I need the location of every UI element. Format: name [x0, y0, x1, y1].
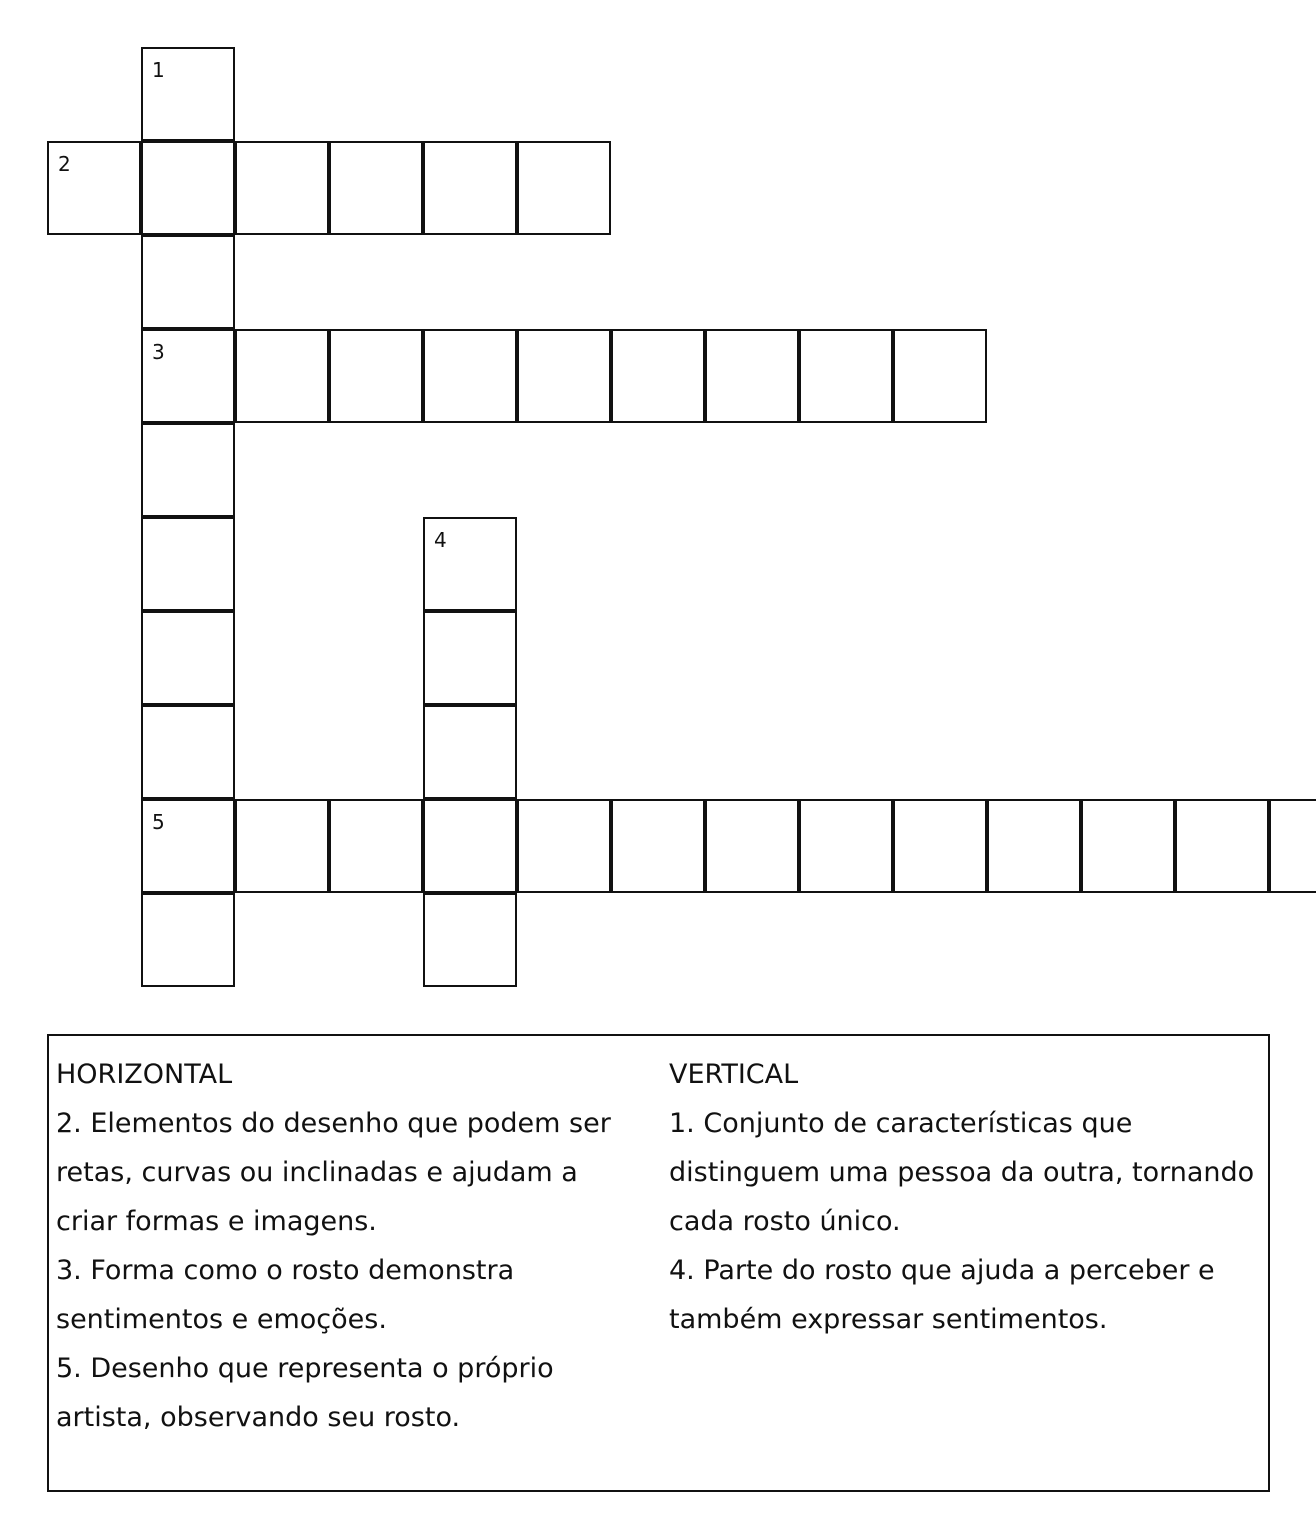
vertical-heading: VERTICAL — [669, 1059, 799, 1090]
crossword-cell[interactable] — [141, 423, 235, 517]
crossword-cell[interactable] — [423, 799, 517, 893]
clue-vertical-4: 4. Parte do rosto que ajuda a perceber e também expressar sentimentos. — [669, 1255, 1215, 1335]
crossword-cell[interactable] — [235, 329, 329, 423]
clue-number: 4 — [434, 528, 447, 552]
crossword-cell[interactable] — [893, 799, 987, 893]
crossword-cell[interactable] — [987, 799, 1081, 893]
crossword-cell[interactable] — [423, 141, 517, 235]
crossword-cell[interactable] — [705, 799, 799, 893]
vertical-clues — [669, 1050, 1259, 1344]
clue-number: 3 — [152, 340, 165, 364]
crossword-cell[interactable] — [799, 799, 893, 893]
crossword-cell[interactable] — [47, 141, 141, 235]
clue-horizontal-5: 5. Desenho que representa o próprio artista, observando seu rosto. — [56, 1353, 554, 1433]
crossword-cell[interactable] — [893, 329, 987, 423]
clue-horizontal-3: 3. Forma como o rosto demonstra sentimentos e emoções. — [56, 1255, 515, 1335]
crossword-cell[interactable] — [517, 141, 611, 235]
crossword-cell[interactable] — [141, 517, 235, 611]
crossword-cell[interactable] — [329, 799, 423, 893]
crossword-cell[interactable] — [329, 329, 423, 423]
clue-number: 5 — [152, 810, 165, 834]
crossword-cell[interactable] — [141, 799, 235, 893]
crossword-cell[interactable] — [141, 705, 235, 799]
horizontal-clues — [56, 1050, 646, 1442]
crossword-cell[interactable] — [705, 329, 799, 423]
crossword-cell[interactable] — [611, 799, 705, 893]
crossword-cell[interactable] — [141, 47, 235, 141]
clue-number: 2 — [58, 152, 71, 176]
clue-vertical-1: 1. Conjunto de características que distinguem uma pessoa da outra, tornando cada rosto único. — [669, 1108, 1255, 1237]
horizontal-heading: HORIZONTAL — [56, 1059, 233, 1090]
crossword-cell[interactable] — [141, 235, 235, 329]
crossword-cell[interactable] — [423, 517, 517, 611]
clue-horizontal-2: 2. Elementos do desenho que podem ser retas, curvas ou inclinadas e ajudam a criar formas e imagens. — [56, 1108, 611, 1237]
crossword-cell[interactable] — [141, 141, 235, 235]
clues-box — [47, 1034, 1270, 1492]
crossword-cell[interactable] — [1175, 799, 1269, 893]
crossword-cell[interactable] — [517, 329, 611, 423]
crossword-cell[interactable] — [423, 705, 517, 799]
crossword-cell[interactable] — [141, 611, 235, 705]
clue-number: 1 — [152, 58, 165, 82]
crossword-cell[interactable] — [611, 329, 705, 423]
crossword-cell[interactable] — [1269, 799, 1316, 893]
crossword-cell[interactable] — [329, 141, 423, 235]
crossword-cell[interactable] — [235, 141, 329, 235]
crossword-cell[interactable] — [423, 893, 517, 987]
crossword-cell[interactable] — [423, 329, 517, 423]
crossword-cell[interactable] — [235, 799, 329, 893]
crossword-cell[interactable] — [141, 893, 235, 987]
crossword-cell[interactable] — [141, 329, 235, 423]
crossword-cell[interactable] — [517, 799, 611, 893]
crossword-cell[interactable] — [799, 329, 893, 423]
crossword-cell[interactable] — [1081, 799, 1175, 893]
crossword-cell[interactable] — [423, 611, 517, 705]
